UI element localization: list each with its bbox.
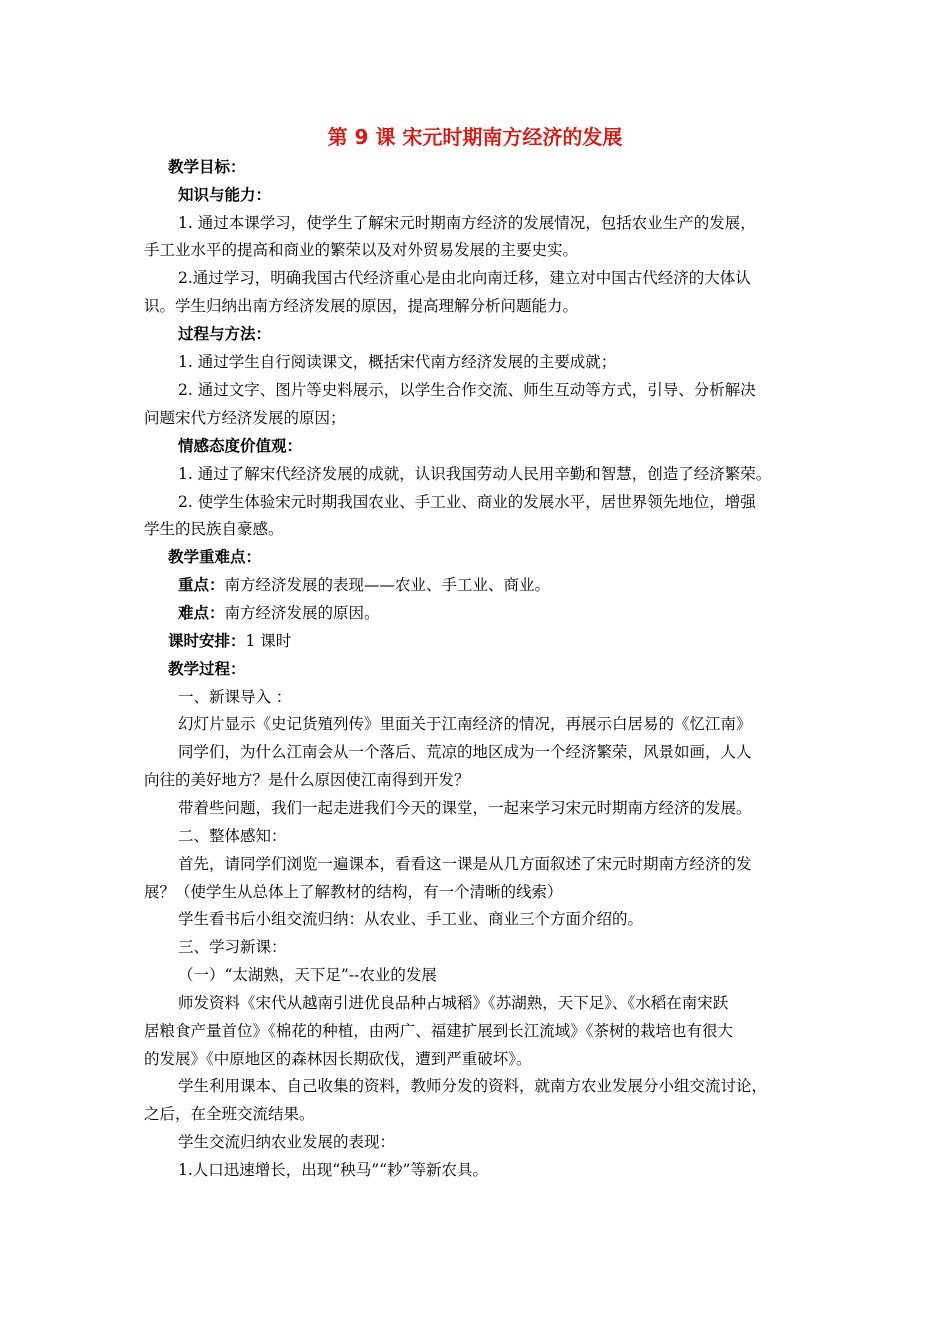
paragraph-line: 1. 通过学生自行阅读课文，概括宋代南方经济发展的主要成就； xyxy=(178,353,617,371)
paragraph-line: 同学们，为什么江南会从一个落后、荒凉的地区成为一个经济繁荣，风景如画，人人 xyxy=(178,743,752,761)
section-heading: 三、学习新课： xyxy=(178,938,287,956)
lesson-title: 第 9 课 宋元时期南方经济的发展 xyxy=(327,125,623,149)
paragraph-line: 2. 通过文字、图片等史料展示，以学生合作交流、师生互动等方式，引导、分析解决 xyxy=(178,381,756,399)
section-heading: 一、新课导入 ： xyxy=(178,688,292,706)
paragraph-line: 学生利用课本、自己收集的资料，教师分发的资料，就南方农业发展分小组交流讨论， xyxy=(178,1077,768,1095)
difficulty-label: 难点： xyxy=(178,604,225,622)
paragraph-line: 学生交流归纳农业发展的表现： xyxy=(178,1133,396,1151)
paragraph-line: 学生看书后小组交流归纳：从农业、手工业、商业三个方面介绍的。 xyxy=(178,910,644,928)
paragraph-line: 1.人口迅速增长，出现“秧马”“耖”等新农具。 xyxy=(178,1161,488,1179)
section-heading: 二、整体感知： xyxy=(178,827,287,845)
paragraph-line: 的发展》《中原地区的森林因长期砍伐，遭到严重破坏》。 xyxy=(144,1050,532,1068)
hours-line xyxy=(168,631,291,651)
paragraph-line: 手工业水平的提高和商业的繁荣以及对外贸易发展的主要史实。 xyxy=(144,241,579,259)
paragraph-line: 2.通过学习，明确我国古代经济重心是由北向南迁移，建立对中国古代经济的大体认 xyxy=(178,269,751,287)
paragraph-line: 学生的民族自豪感。 xyxy=(144,520,284,538)
subsection-heading: （一）“太湖熟，天下足”--农业的发展 xyxy=(178,966,437,984)
keypoint-text: 南方经济发展的表现——农业、手工业、商业。 xyxy=(224,576,551,594)
paragraph-line: 首先，请同学们浏览一遍课本，看看这一课是从几方面叙述了宋元时期南方经济的发 xyxy=(178,855,752,873)
difficulty-line xyxy=(178,603,380,623)
hours-text: 1 课时 xyxy=(245,632,292,650)
paragraph-line: 带着些问题，我们一起走进我们今天的课堂，一起来学习宋元时期南方经济的发展。 xyxy=(178,799,752,817)
paragraph-line: 1. 通过本课学习，使学生了解宋元时期南方经济的发展情况，包括农业生产的发展， xyxy=(178,214,756,232)
heading-knowledge: 知识与能力： xyxy=(178,186,272,204)
hours-label: 课时安排： xyxy=(168,632,246,650)
keypoint-line xyxy=(178,575,550,595)
paragraph-line: 问题宋代方经济发展的原因； xyxy=(144,409,346,427)
paragraph-line: 2. 使学生体验宋元时期我国农业、手工业、商业的发展水平，居世界领先地位，增强 xyxy=(178,493,756,511)
heading-emotion: 情感态度价值观： xyxy=(178,437,303,455)
heading-teaching-process: 教学过程： xyxy=(168,660,246,678)
heading-objectives: 教学目标： xyxy=(168,158,246,176)
paragraph-line: 识。学生归纳出南方经济发展的原因，提高理解分析问题能力。 xyxy=(144,297,579,315)
paragraph-line: 之后，在全班交流结果。 xyxy=(144,1105,315,1123)
paragraph-line: 1. 通过了解宋代经济发展的成就，认识我国劳动人民用辛勤和智慧，创造了经济繁荣。 xyxy=(178,465,772,483)
keypoint-label: 重点： xyxy=(178,576,225,594)
paragraph-line: 居粮食产量首位》《棉花的种植，由两广、福建扩展到长江流域》《茶树的栽培也有很大 xyxy=(144,1022,734,1040)
paragraph-line: 师发资料《宋代从越南引进优良品种占城稻》《苏湖熟，天下足》、《水稻在南宋跃 xyxy=(178,994,729,1012)
heading-keypoints: 教学重难点： xyxy=(168,548,262,566)
paragraph-line: 展？（使学生从总体上了解教材的结构，有一个清晰的线索） xyxy=(144,883,563,901)
paragraph-line: 向往的美好地方？是什么原因使江南得到开发？ xyxy=(144,771,470,789)
paragraph-line: 幻灯片显示《史记货殖列传》里面关于江南经济的情况，再展示白居易的《忆江南》 xyxy=(178,715,752,733)
difficulty-text: 南方经济发展的原因。 xyxy=(224,604,380,622)
heading-process: 过程与方法： xyxy=(178,325,272,343)
